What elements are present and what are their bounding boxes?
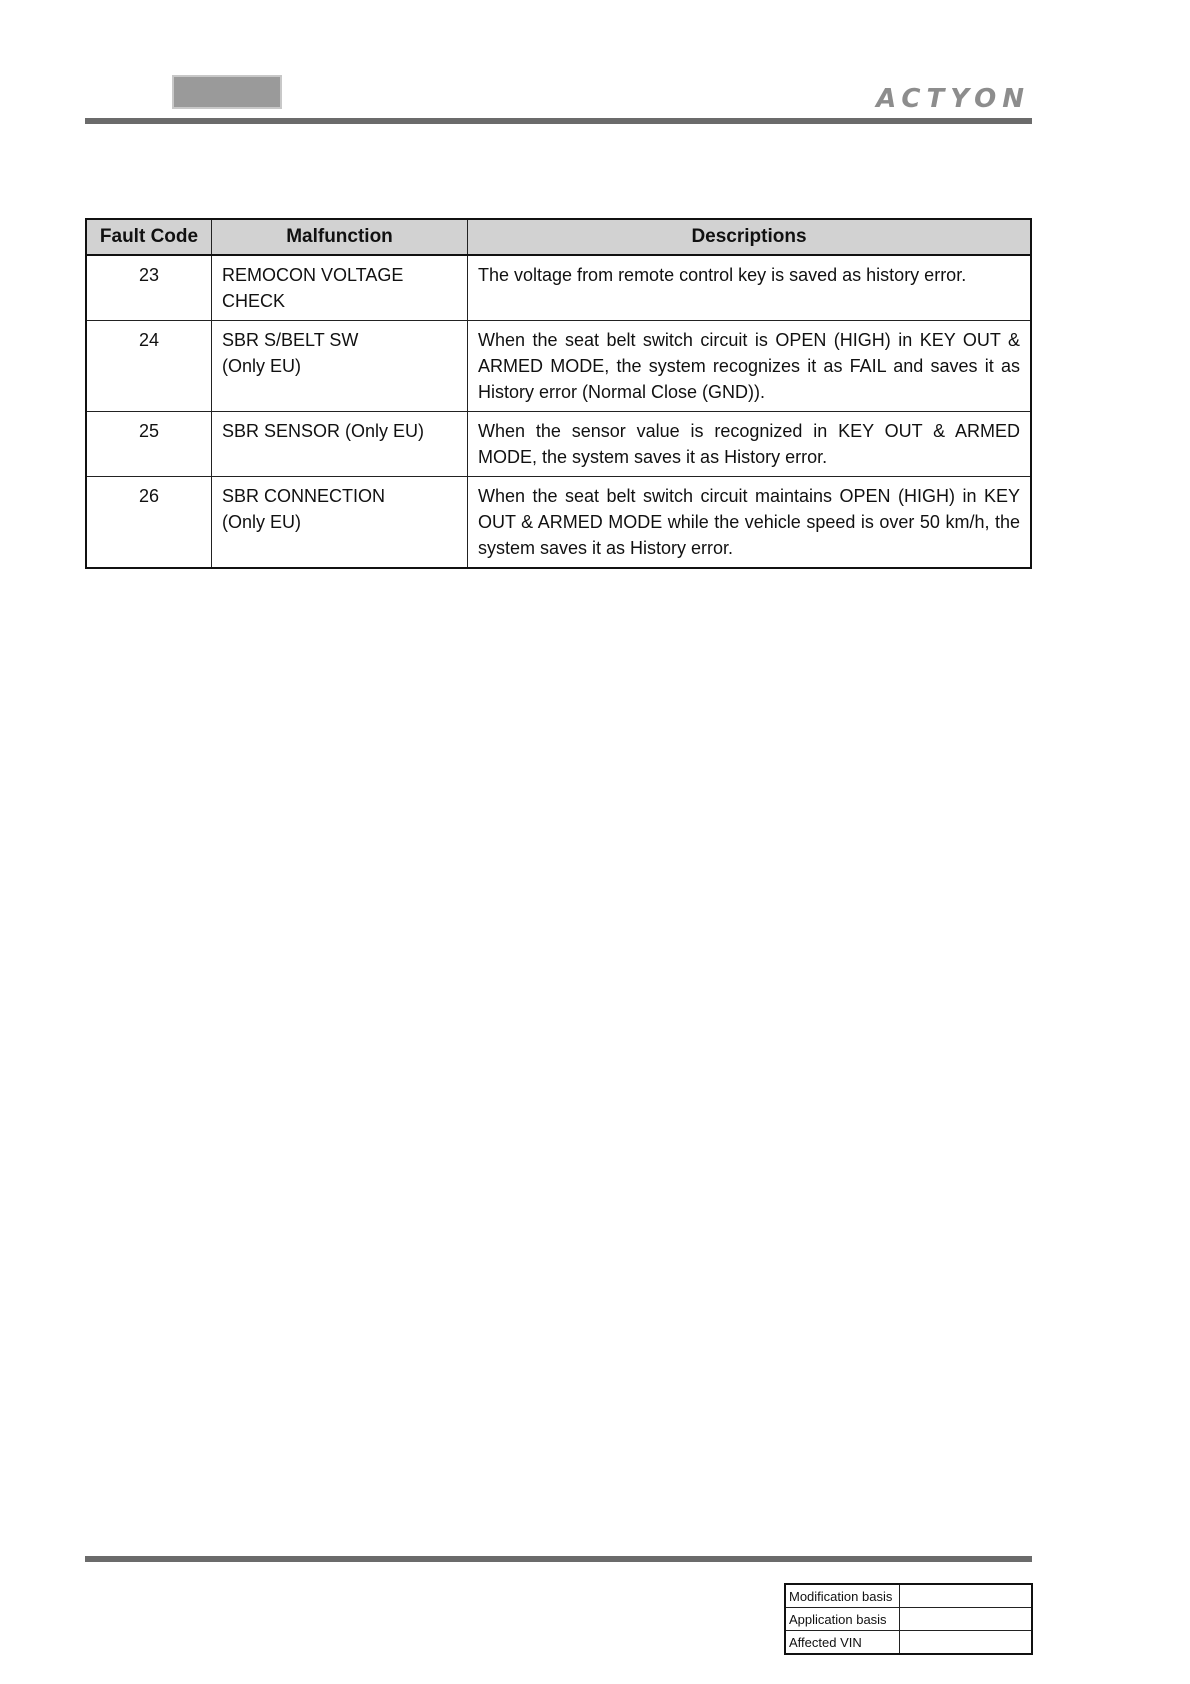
header-malfunction: Malfunction	[212, 219, 468, 255]
section-tab-box	[172, 75, 282, 109]
modification-basis-value	[900, 1584, 1033, 1608]
header-fault-code: Fault Code	[86, 219, 212, 255]
application-basis-label: Application basis	[785, 1608, 900, 1631]
fault-code-cell: 25	[86, 412, 212, 477]
fault-code-cell: 26	[86, 477, 212, 569]
malfunction-line: REMOCON VOLTAGE	[222, 265, 404, 285]
affected-vin-label: Affected VIN	[785, 1631, 900, 1655]
malfunction-cell	[212, 477, 468, 569]
revision-row	[785, 1608, 1032, 1631]
affected-vin-value	[900, 1631, 1033, 1655]
revision-row	[785, 1584, 1032, 1608]
malfunction-cell	[212, 412, 468, 477]
fault-code-cell: 23	[86, 255, 212, 321]
table-row	[86, 255, 1031, 321]
modification-basis-label: Modification basis	[785, 1584, 900, 1608]
malfunction-line: SBR S/BELT SW	[222, 330, 359, 350]
malfunction-line: (Only EU)	[222, 356, 302, 376]
fault-code-cell: 24	[86, 321, 212, 412]
table-row	[86, 321, 1031, 412]
brand-logo: ACTYON	[876, 84, 1030, 114]
table-row	[86, 412, 1031, 477]
description-cell: When the sensor value is recognized in KEY OUT & ARMED MODE, the system saves it as History error.	[468, 412, 1032, 477]
header-rule	[85, 118, 1032, 124]
fault-code-table	[85, 218, 1032, 569]
description-cell: When the seat belt switch circuit is OPEN (HIGH) in KEY OUT & ARMED MODE, the system recognizes it as FAIL and saves it as History error (Normal Close (GND)).	[468, 321, 1032, 412]
malfunction-cell	[212, 321, 468, 412]
malfunction-line: SBR CONNECTION	[222, 486, 386, 506]
table-row	[86, 477, 1031, 569]
table-header-row	[86, 219, 1031, 255]
malfunction-line: CHECK	[222, 291, 286, 311]
footer-rule	[85, 1556, 1032, 1562]
revision-info-table	[784, 1583, 1033, 1655]
malfunction-cell	[212, 255, 468, 321]
header-descriptions: Descriptions	[468, 219, 1032, 255]
description-cell: When the seat belt switch circuit maintains OPEN (HIGH) in KEY OUT & ARMED MODE while the vehicle speed is over 50 km/h, the system saves it as History error.	[468, 477, 1032, 569]
malfunction-line: (Only EU)	[222, 512, 302, 532]
description-cell: The voltage from remote control key is saved as history error.	[468, 255, 1032, 321]
application-basis-value	[900, 1608, 1033, 1631]
revision-row	[785, 1631, 1032, 1655]
malfunction-line: SBR SENSOR (Only EU)	[222, 421, 425, 441]
